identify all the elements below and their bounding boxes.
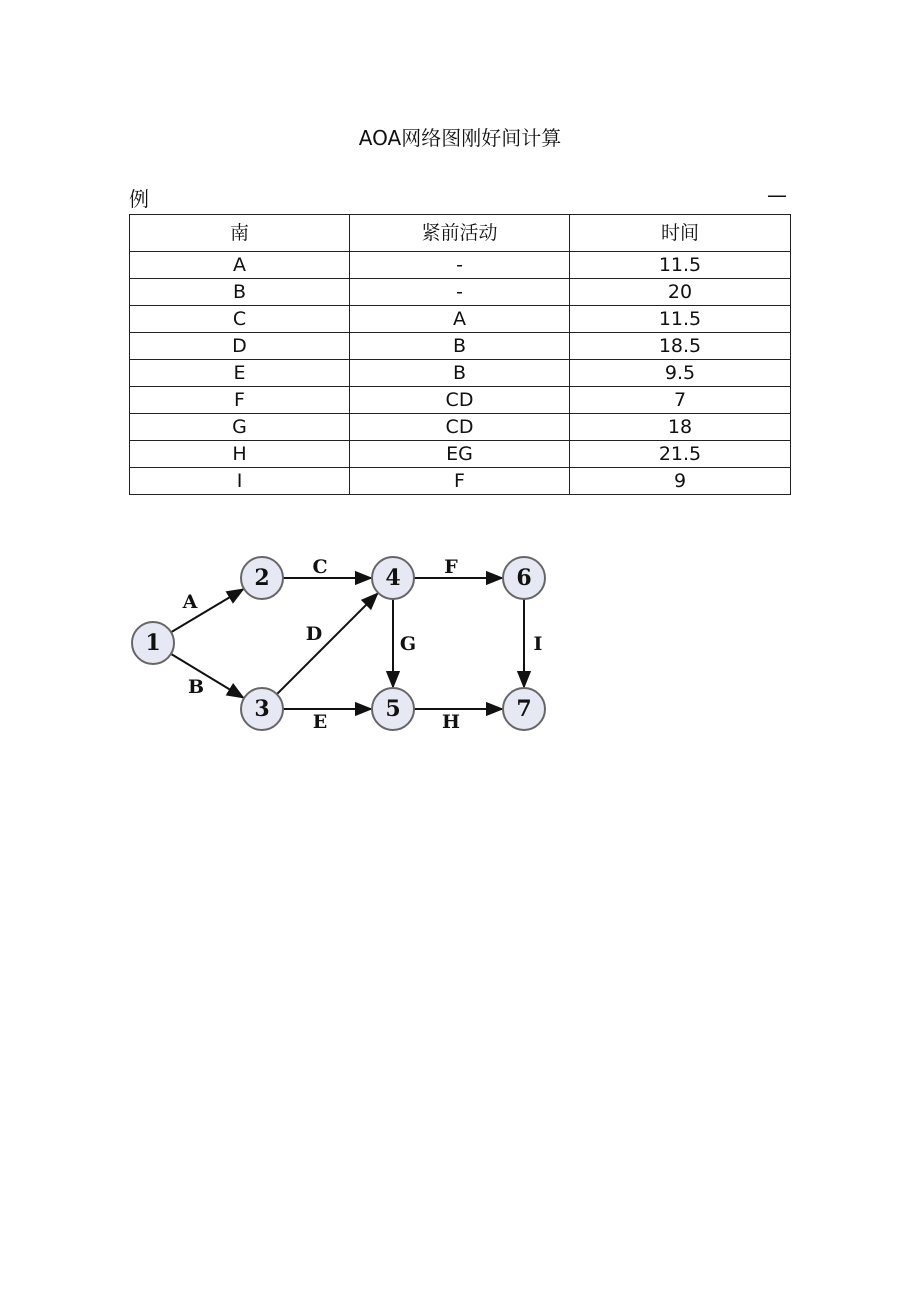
node-4	[372, 557, 414, 599]
cell-predecessor: B	[350, 360, 570, 387]
node-3	[241, 688, 283, 730]
node-label: 2	[254, 565, 270, 591]
cell-time: 9	[570, 468, 791, 495]
node-5	[372, 688, 414, 730]
document-title: AOA网络图刚好间计算	[358, 126, 562, 150]
cell-activity: G	[130, 414, 350, 441]
cell-time: 18.5	[570, 333, 791, 360]
cell-predecessor: A	[350, 306, 570, 333]
table-header-row	[130, 215, 791, 252]
table-row	[130, 306, 791, 333]
edge-label-a: A	[182, 591, 198, 613]
edge-label-e: E	[312, 711, 328, 733]
cell-activity: I	[130, 468, 350, 495]
edge-label-i: I	[533, 633, 543, 655]
node-layer	[132, 557, 545, 730]
table-row	[130, 252, 791, 279]
cell-activity: D	[130, 333, 350, 360]
table-row	[130, 279, 791, 306]
cell-activity: C	[130, 306, 350, 333]
cell-activity: E	[130, 360, 350, 387]
table-row	[130, 333, 791, 360]
node-label: 1	[145, 630, 161, 656]
edge-label-d: D	[305, 623, 323, 645]
table-row	[130, 414, 791, 441]
cell-time: 9.5	[570, 360, 791, 387]
edge-label-g: G	[399, 633, 417, 655]
cell-time: 21.5	[570, 441, 791, 468]
node-label: 7	[516, 696, 532, 722]
table-row	[130, 468, 791, 495]
cell-activity: A	[130, 252, 350, 279]
activity-table	[129, 214, 791, 495]
cell-predecessor: EG	[350, 441, 570, 468]
node-label: 4	[385, 565, 401, 591]
cell-predecessor: F	[350, 468, 570, 495]
cell-activity: B	[130, 279, 350, 306]
node-6	[503, 557, 545, 599]
node-7	[503, 688, 545, 730]
edge-label-h: H	[442, 711, 460, 733]
cell-time: 11.5	[570, 252, 791, 279]
cell-time: 18	[570, 414, 791, 441]
node-label: 3	[254, 696, 270, 722]
edge-d-arrow	[277, 594, 378, 695]
example-dash: —	[767, 183, 787, 207]
cell-time: 20	[570, 279, 791, 306]
edge-b-arrow	[171, 654, 243, 698]
node-1	[132, 622, 174, 664]
cell-time: 7	[570, 387, 791, 414]
cell-predecessor: -	[350, 279, 570, 306]
aoa-network-diagram	[124, 548, 564, 748]
cell-predecessor: CD	[350, 414, 570, 441]
edge-label-b: B	[187, 676, 205, 698]
cell-predecessor: B	[350, 333, 570, 360]
cell-time: 11.5	[570, 306, 791, 333]
edge-label-f: F	[444, 556, 458, 578]
edge-label-c: C	[312, 556, 328, 578]
cell-activity: F	[130, 387, 350, 414]
header-predecessor: 紧前活动	[350, 215, 570, 252]
edge-layer	[171, 556, 543, 733]
node-label: 5	[385, 696, 401, 722]
table-row	[130, 360, 791, 387]
cell-predecessor: CD	[350, 387, 570, 414]
table-row	[130, 441, 791, 468]
cell-activity: H	[130, 441, 350, 468]
header-time: 时间	[570, 215, 791, 252]
table-row	[130, 387, 791, 414]
header-activity: 南	[130, 215, 350, 252]
cell-predecessor: -	[350, 252, 570, 279]
example-label: 例	[129, 187, 149, 211]
node-2	[241, 557, 283, 599]
node-label: 6	[516, 565, 532, 591]
